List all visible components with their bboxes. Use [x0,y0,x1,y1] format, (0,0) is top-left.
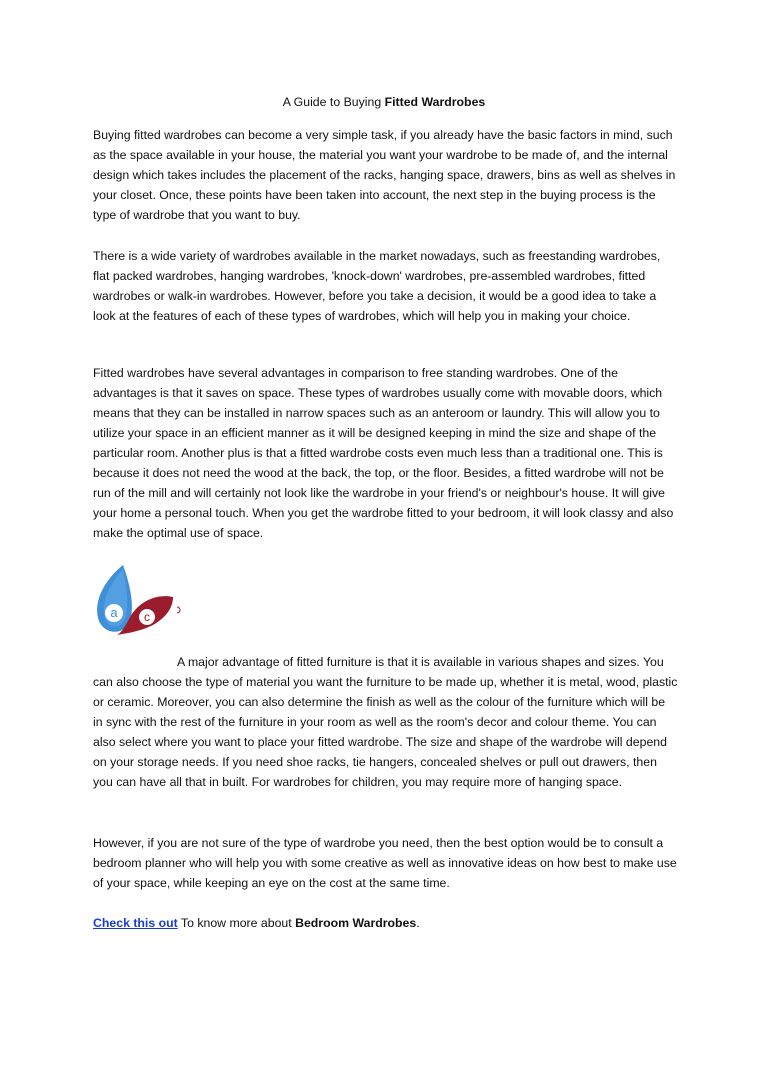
logo-letter-c: c [144,610,150,624]
paragraph-bedroom-planner: However, if you are not sure of the type of wardrobe you need, then the best option would be to consult a bedroom planner who will help you with some creative as well as innovative ideas on how best to make use of your space, while keeping an eye on the cost at the same time. [93,836,677,890]
title-emphasis: Fitted Wardrobes [384,95,486,109]
closing-line [93,913,678,933]
logo-letter-a: a [110,605,118,620]
title-prefix: A Guide to Buying [282,95,385,109]
paragraph-shapes-sizes: A major advantage of fitted furniture is that it is available in various shapes and sizes. You can also choose the type of material you want the furniture to be made up, whether it is metal, wood, plastic or ceramic. Moreover, you can also determine the finish as well as the colour of the furniture which will be in sync with the rest of the furniture in your room as well as the room's decor and colour theme. You can also select where you want to place your fitted wardrobe. The size and shape of the wardrobe will depend on your storage needs. If you need shoe racks, tie hangers, concealed shelves or pull out drawers, then you can have all that in built. For wardrobes for children, you may require more of hanging space. [93,655,678,789]
closing-end: . [416,916,420,930]
document-title [0,94,768,110]
paragraph-wardrobe-types: There is a wide variety of wardrobes available in the market nowadays, such as freestanding wardrobes, flat packed wardrobes, hanging wardrobes, 'knock-down' wardrobes, pre-assembled wardrobes, fitted wardrobes or walk-in wardrobes. However, before you take a decision, it would be a good idea to take a look at the features of each of these types of wardrobes, which will help you in making your choice. [93,249,661,323]
closing-middle-text: To know more about [177,916,296,930]
closing-emphasis: Bedroom Wardrobes [295,916,417,930]
check-this-out-link[interactable]: Check this out [93,916,178,930]
paragraph-intro: Buying fitted wardrobes can become a very simple task, if you already have the basic factors in mind, such as the space available in your house, the material you want your wardrobe to be made of, and the internal design which takes includes the placement of the racks, hanging space, drawers, bins as well as shelves in your closet. Once, these points have been taken into account, the next step in the buying process is the type of wardrobe that you want to buy. [93,128,676,222]
leaf-logo-icon [93,563,181,635]
paragraph-fitted-advantages: Fitted wardrobes have several advantages in comparison to free standing wardrobes. One of the advantages is that it saves on space. These types of wardrobes usually come with movable doors, which means that they can be installed in narrow spaces such as an anteroom or laundry. This will allow you to utilize your space in an efficient manner as it will be designed keeping in mind the size and shape of the particular room. Another plus is that a fitted wardrobe costs even much less than a traditional one. This is because it does not need the wood at the back, the top, or the floor. Besides, a fitted wardrobe will not be run of the mill and will certainly not look like the wardrobe in your friend's or neighbour's house. It will give your home a personal touch. When you get the wardrobe fitted to your bedroom, it will look classy and also make the optimal use of space. [93,366,674,540]
